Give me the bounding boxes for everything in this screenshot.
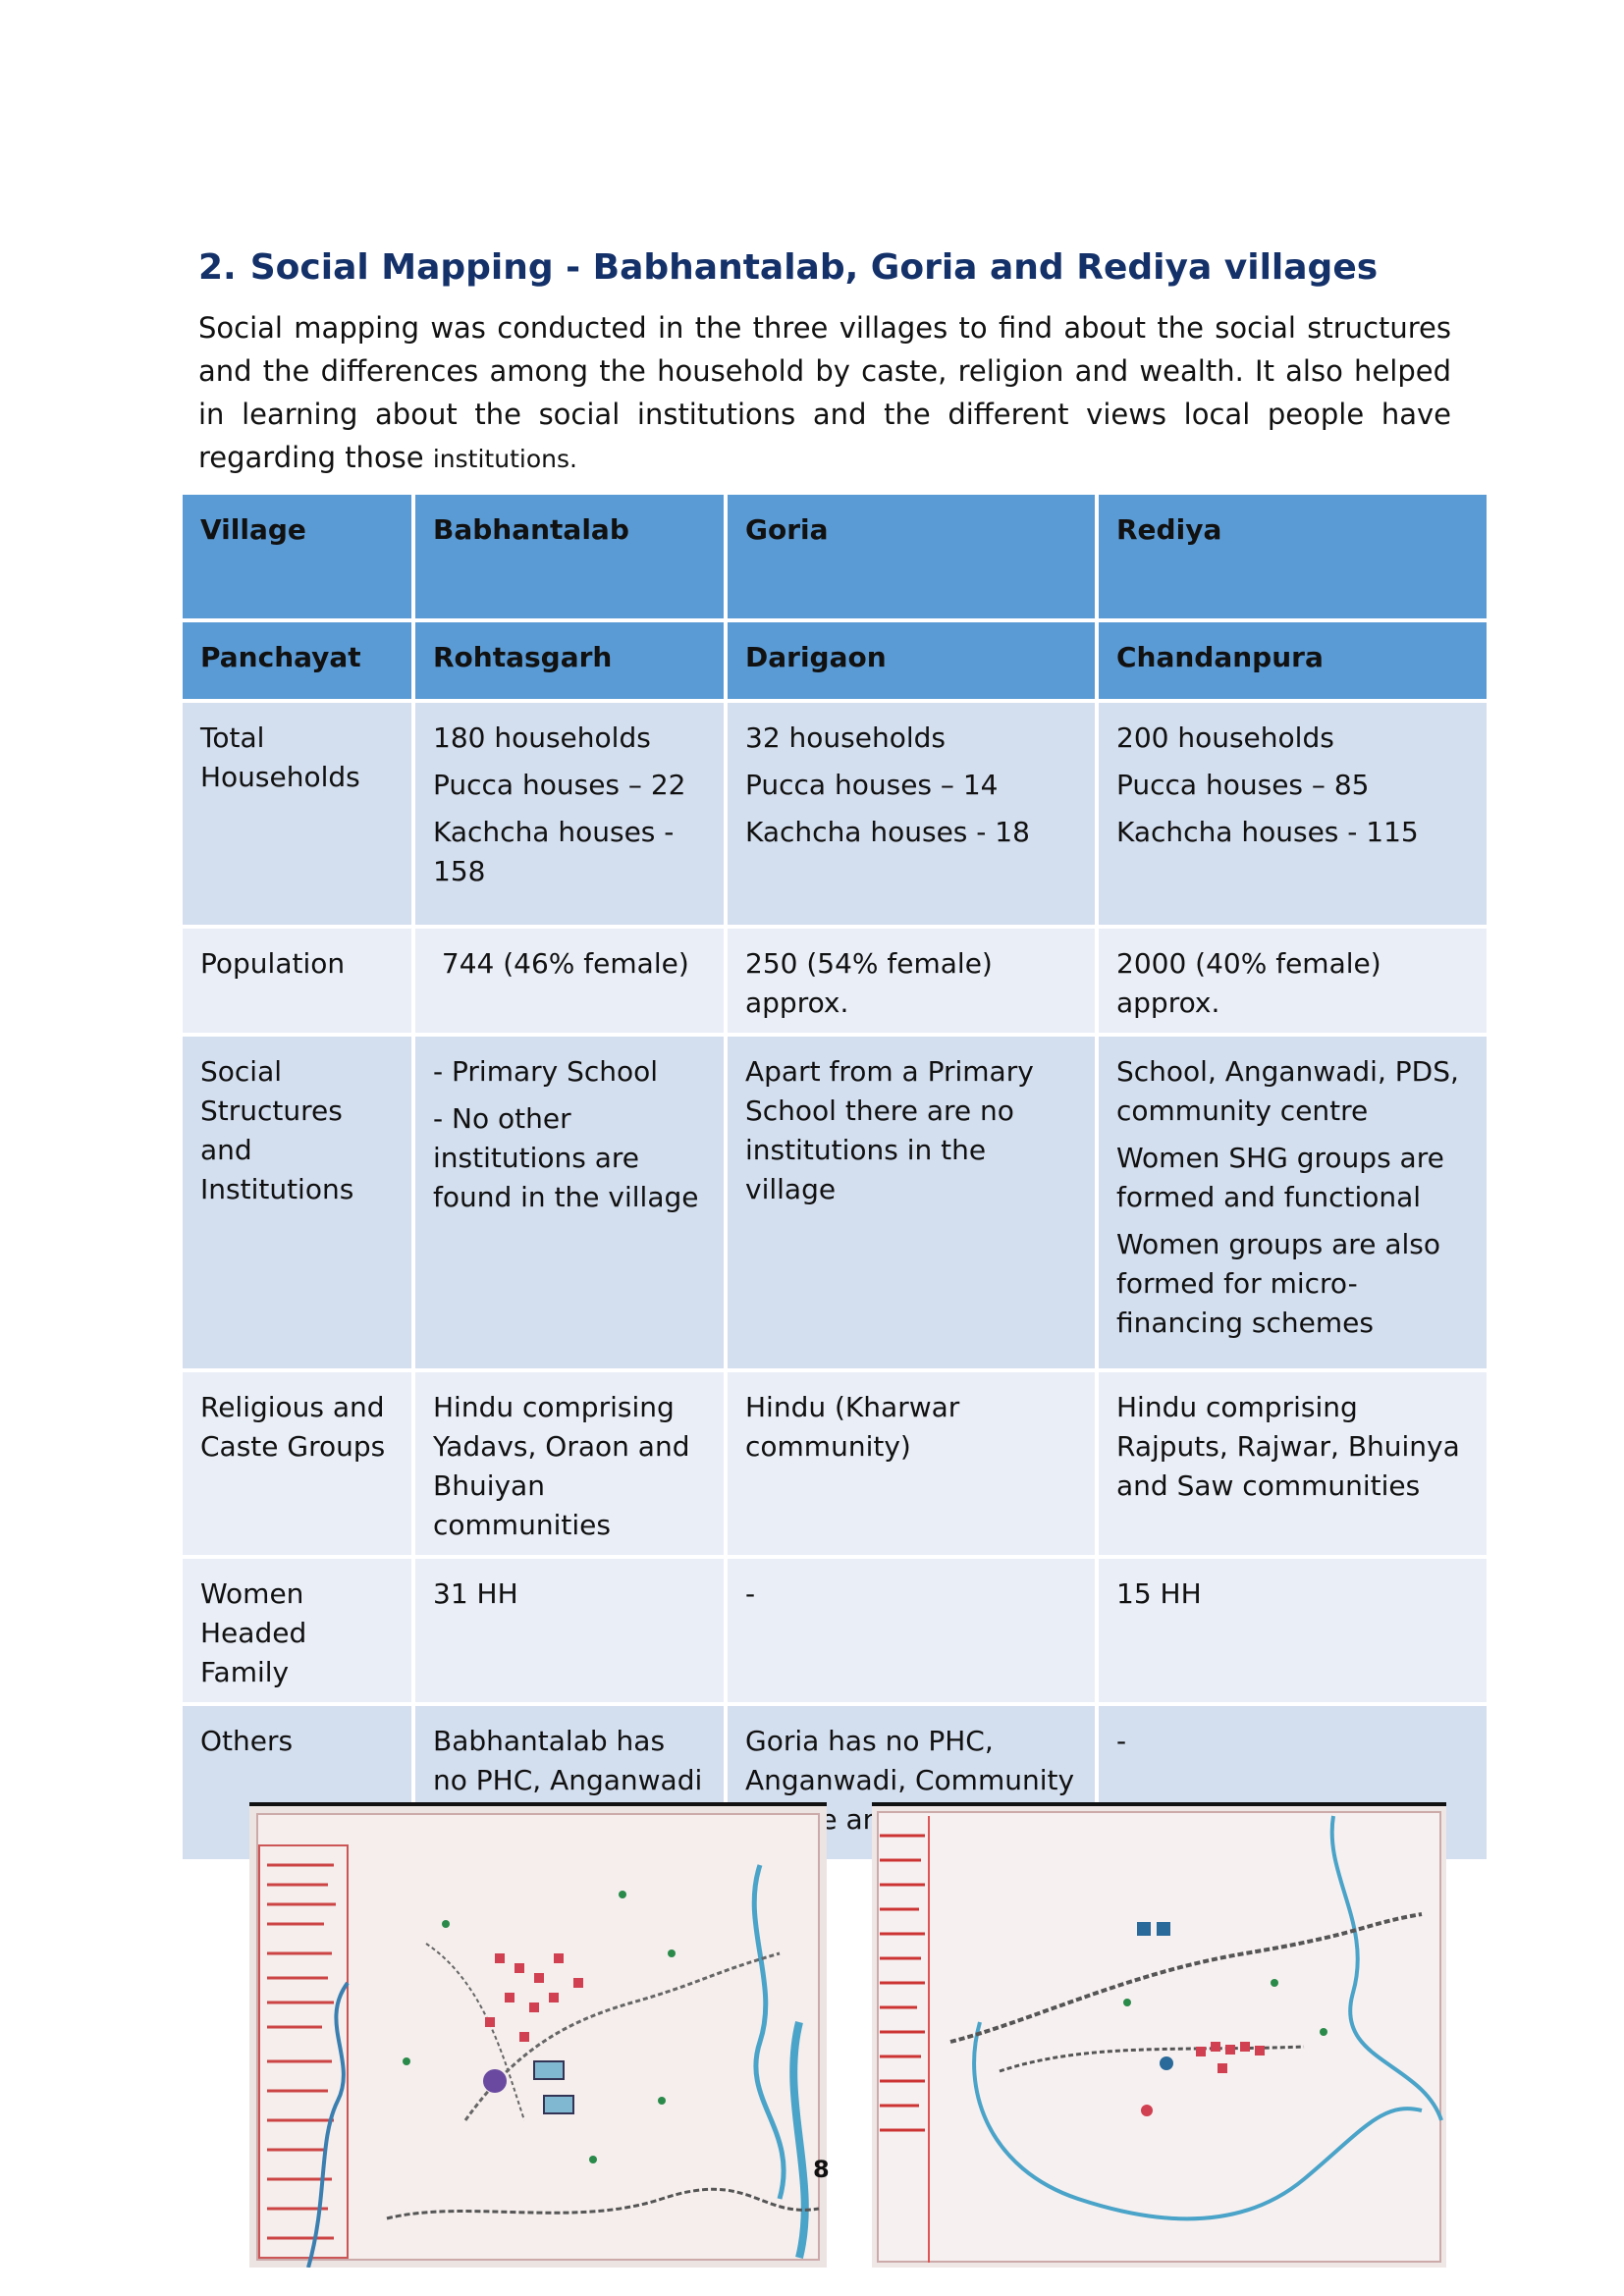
households-row <box>181 701 1489 927</box>
cell-line: Women SHG groups are formed and functional <box>1116 1142 1444 1213</box>
table-header-row <box>181 493 1489 620</box>
women-headed-row <box>181 1557 1489 1704</box>
intro-main: Social mapping was conducted in the three villages to find about the social structures and the differences among the household by caste, religion and wealth. It also helped in learning about the social institutions and the different views local people have regarding those <box>198 311 1451 474</box>
cell-line: School, Anganwadi, PDS, community centre <box>1116 1055 1459 1127</box>
header-cell: Rediya <box>1097 493 1489 620</box>
babhantalab-social-map-image <box>249 1802 827 2268</box>
table-cell: Women Headed Family <box>181 1557 413 1704</box>
cell-line: Kachcha houses - 18 <box>745 816 1030 848</box>
intro-paragraph <box>198 306 1451 481</box>
goria-social-map-image <box>872 1802 1446 2268</box>
header-cell: Village <box>181 493 413 620</box>
table-cell <box>1097 701 1489 927</box>
table-cell: Hindu comprising Yadavs, Oraon and Bhuiyan communities <box>413 1370 726 1557</box>
table-cell: 250 (54% female) approx. <box>726 927 1097 1035</box>
table-cell <box>1097 1035 1489 1370</box>
intro-tail: institutions. <box>432 445 577 473</box>
panchayat-row <box>181 620 1489 701</box>
table-cell: Babhantalab has no PHC, Anganwadi <box>413 1704 726 1861</box>
social-maps <box>0 1802 1624 2264</box>
cell-line: Pucca houses – 14 <box>745 769 999 801</box>
cell-line: Kachcha houses - 115 <box>1116 816 1419 848</box>
section-title: Social Mapping - Babhantalab, Goria and Rediya villages <box>249 247 1379 288</box>
section-heading <box>198 247 1378 288</box>
table-cell: - <box>726 1557 1097 1704</box>
page-number: 8 <box>813 2156 830 2183</box>
table-cell: Goria has no PHC, Anganwadi, Community and <box>726 1704 1097 1861</box>
religion-row <box>181 1370 1489 1557</box>
table-cell: Others <box>181 1704 413 1861</box>
cell-line: Apart from a Primary School there are no institutions in the village <box>745 1055 1034 1205</box>
table-cell: Total Households <box>181 701 413 927</box>
table-cell: 15 HH <box>1097 1557 1489 1704</box>
table-cell: Social Structures and Institutions <box>181 1035 413 1370</box>
population-row <box>181 927 1489 1035</box>
table-cell <box>413 701 726 927</box>
table-cell: Chandanpura <box>1097 620 1489 701</box>
table-cell <box>726 701 1097 927</box>
cell-line: Women groups are also formed for micro-financing schemes <box>1116 1228 1440 1339</box>
table-cell: 744 (46% female) <box>413 927 726 1035</box>
table-cell: - <box>1097 1704 1489 1861</box>
cell-line: Pucca houses – 85 <box>1116 769 1370 801</box>
table-cell <box>413 1035 726 1370</box>
table-cell: Hindu comprising Rajputs, Rajwar, Bhuinya and Saw communities <box>1097 1370 1489 1557</box>
cell-line: Pucca houses – 22 <box>433 769 686 801</box>
table-cell <box>726 1035 1097 1370</box>
table-cell: Population <box>181 927 413 1035</box>
cell-line: 200 households <box>1116 721 1334 754</box>
table-cell: 2000 (40% female) approx. <box>1097 927 1489 1035</box>
table-cell: Hindu (Kharwar community) <box>726 1370 1097 1557</box>
table-cell: Rohtasgarh <box>413 620 726 701</box>
cell-line: 180 households <box>433 721 651 754</box>
header-cell: Babhantalab <box>413 493 726 620</box>
section-number: 2. <box>198 247 237 288</box>
table-cell: 31 HH <box>413 1557 726 1704</box>
cell-line: - Primary School <box>433 1055 659 1088</box>
cell-line: - No other institutions are found in the village <box>433 1102 699 1213</box>
cell-line: Kachcha houses - 158 <box>433 816 675 887</box>
table-cell: Panchayat <box>181 620 413 701</box>
social-structures-row <box>181 1035 1489 1370</box>
village-comparison-table <box>179 491 1490 1863</box>
table-cell: Religious and Caste Groups <box>181 1370 413 1557</box>
header-cell: Goria <box>726 493 1097 620</box>
table-cell: Darigaon <box>726 620 1097 701</box>
cell-line: 32 households <box>745 721 946 754</box>
